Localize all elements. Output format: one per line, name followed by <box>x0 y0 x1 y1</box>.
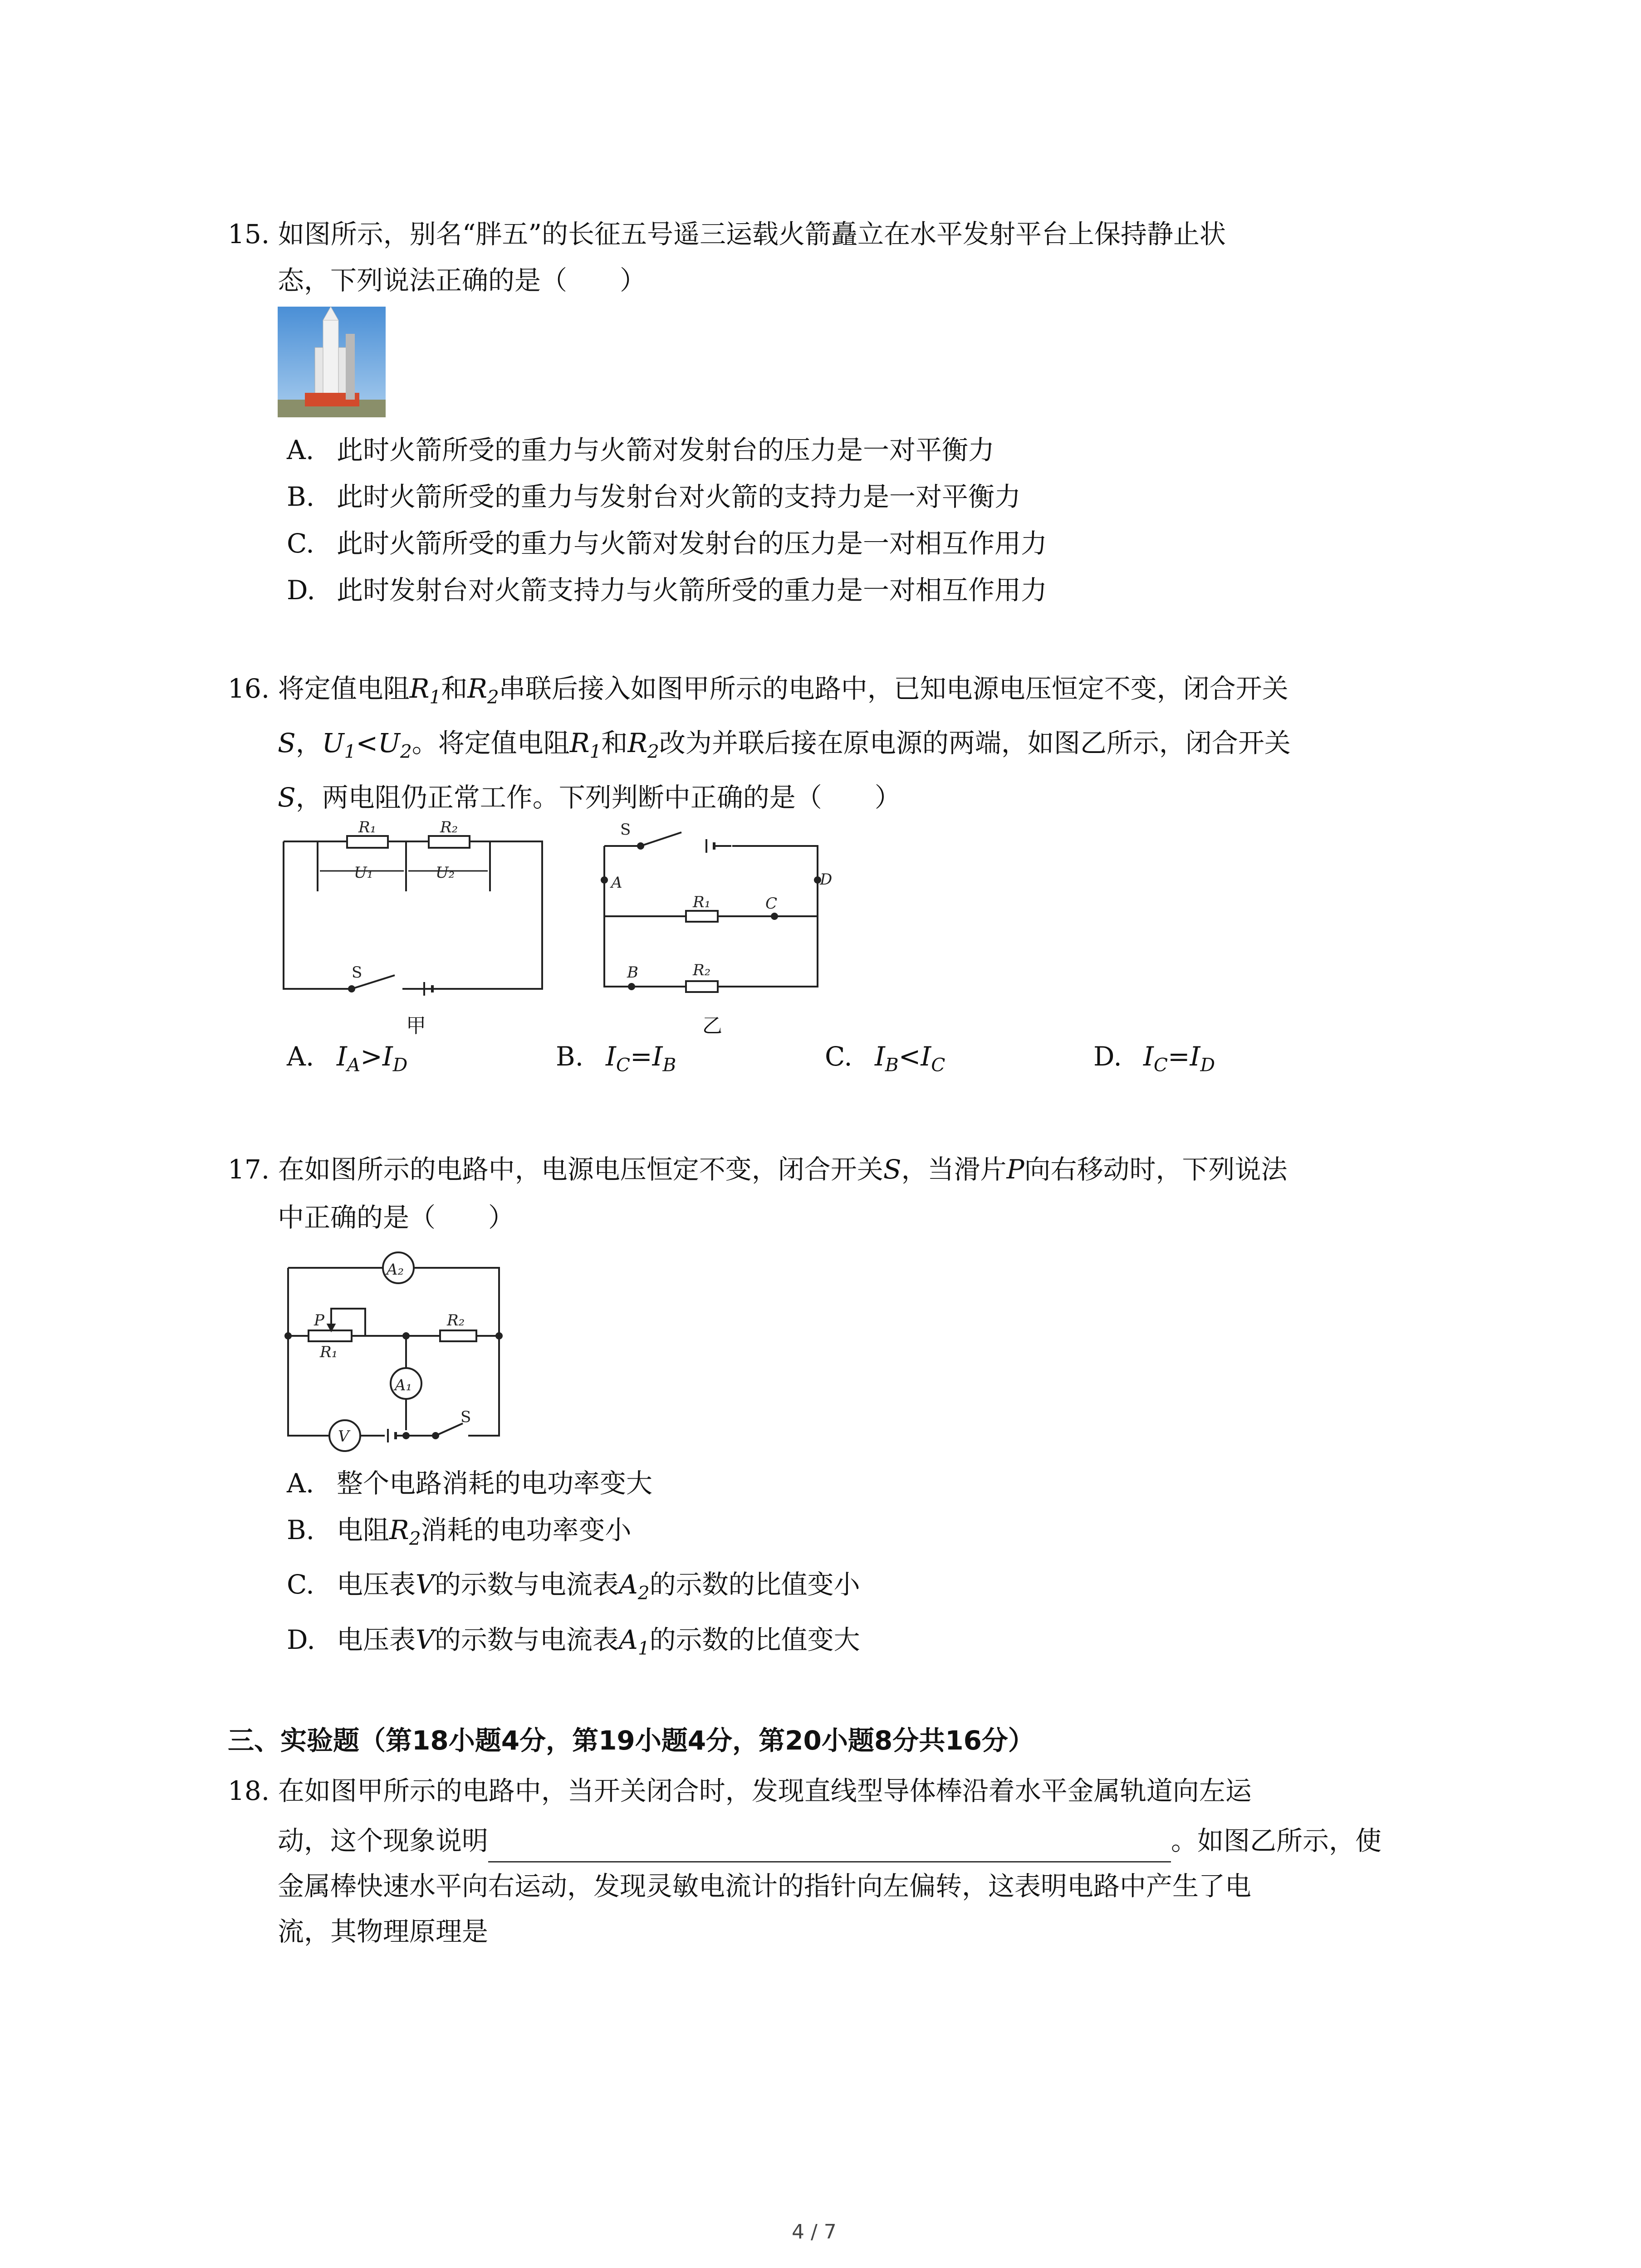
q15-line1 <box>228 212 1453 256</box>
caption-yi: 乙 <box>702 1014 722 1037</box>
q17-line2: 中正确的是（ ） <box>278 1202 515 1233</box>
section-heading: 三、实验题（第18小题4分，第19小题4分，第20小题8分共16分） <box>228 1725 1034 1756</box>
q16-option-b[interactable]: B. $I_C=I_B$ <box>556 1041 676 1076</box>
q15-option-a[interactable]: A. 此时火箭所受的重力与火箭对发射台的压力是一对平衡力 <box>287 435 995 465</box>
switch-s-label: S <box>460 1408 471 1426</box>
yi-label-c: C <box>765 894 778 913</box>
q15-stem-1: 如图所示，别名“胖五”的长征五号遥三运载火箭矗立在水平发射平台上保持静止状 <box>278 219 1226 249</box>
circuit-q17 <box>281 1238 517 1462</box>
q16-line2: S，$U_1<U_2$。将定值电阻$R_1$和$R_2$改为并联后接在原电源的两端，如图乙所示，闭合开关 <box>278 728 1291 763</box>
q17-option-b[interactable]: B. 电阻$R_2$消耗的电功率变小 <box>287 1515 632 1549</box>
q17-option-d[interactable]: D. 电压表V的示数与电流表$A_1$的示数的比值变大 <box>287 1624 860 1659</box>
yi-label-r2: R₂ <box>693 961 711 979</box>
meter-v-label: V <box>338 1427 349 1446</box>
yi-label-s: S <box>620 821 631 839</box>
q15-option-c[interactable]: C. 此时火箭所受的重力与火箭对发射台的压力是一对相互作用力 <box>287 528 1048 559</box>
q16-option-a[interactable]: A. $I_A>I_D$ <box>287 1041 408 1076</box>
yi-label-r1: R₁ <box>693 893 711 911</box>
meter-a1-label: A₁ <box>395 1376 412 1394</box>
q16-line1: 16. 将定值电阻$R_1$和$R_2$串联后接入如图甲所示的电路中，已知电源电压恒定不变，闭合开关 <box>228 673 1288 708</box>
q18-line3: 金属棒快速水平向右运动，发现灵敏电流计的指针向左偏转，这表明电路中产生了电 <box>278 1871 1252 1901</box>
q17-option-c[interactable]: C. 电压表V的示数与电流表$A_2$的示数的比值变小 <box>287 1569 860 1604</box>
q18-line2: 动，这个现象说明 。如图乙所示，使 <box>278 1819 1381 1862</box>
circuit-yi <box>595 819 831 997</box>
q16-line3: S，两电阻仍正常工作。下列判断中正确的是（ ） <box>278 782 901 813</box>
q15-option-b[interactable]: B. 此时火箭所受的重力与发射台对火箭的支持力是一对平衡力 <box>287 481 1021 512</box>
q18-answer-blank[interactable] <box>488 1834 1171 1862</box>
jia-label-r1: R₁ <box>358 818 377 836</box>
q16-option-c[interactable]: C. $I_B<I_C$ <box>825 1041 945 1076</box>
q18-line4: 流，其物理原理是 <box>278 1916 489 1947</box>
jia-label-u2: U₂ <box>436 864 455 882</box>
jia-label-u1: U₁ <box>354 864 373 882</box>
resistor-r1-label: R₁ <box>320 1343 338 1361</box>
resistor-r2-label: R₂ <box>447 1311 465 1330</box>
q15-stem-2: 态，下列说法正确的是（ ） <box>278 265 647 296</box>
circuit-jia <box>279 818 551 1007</box>
q17-option-a[interactable]: A. 整个电路消耗的电功率变大 <box>287 1468 653 1499</box>
page-number: 4 / 7 <box>792 2220 837 2244</box>
q15-number: 15. <box>228 219 270 249</box>
yi-label-a: A <box>611 874 622 892</box>
q17-line1: 17. 在如图所示的电路中，电源电压恒定不变，闭合开关S，当滑片P向右移动时，下列说法 <box>228 1154 1288 1185</box>
jia-label-s: S <box>352 963 362 982</box>
jia-label-r2: R₂ <box>440 818 458 836</box>
meter-a2-label: A₂ <box>387 1261 404 1279</box>
yi-label-d: D <box>820 870 833 889</box>
rocket-photo <box>278 307 386 419</box>
caption-jia: 甲 <box>406 1014 426 1037</box>
q18-line1: 18. 在如图甲所示的电路中，当开关闭合时，发现直线型导体棒沿着水平金属轨道向左运 <box>228 1775 1252 1806</box>
q16-option-d[interactable]: D. $I_C=I_D$ <box>1093 1041 1215 1076</box>
slider-p-label: P <box>314 1311 324 1330</box>
yi-label-b: B <box>627 963 638 982</box>
q15-option-d[interactable]: D. 此时发射台对火箭支持力与火箭所受的重力是一对相互作用力 <box>287 575 1048 606</box>
